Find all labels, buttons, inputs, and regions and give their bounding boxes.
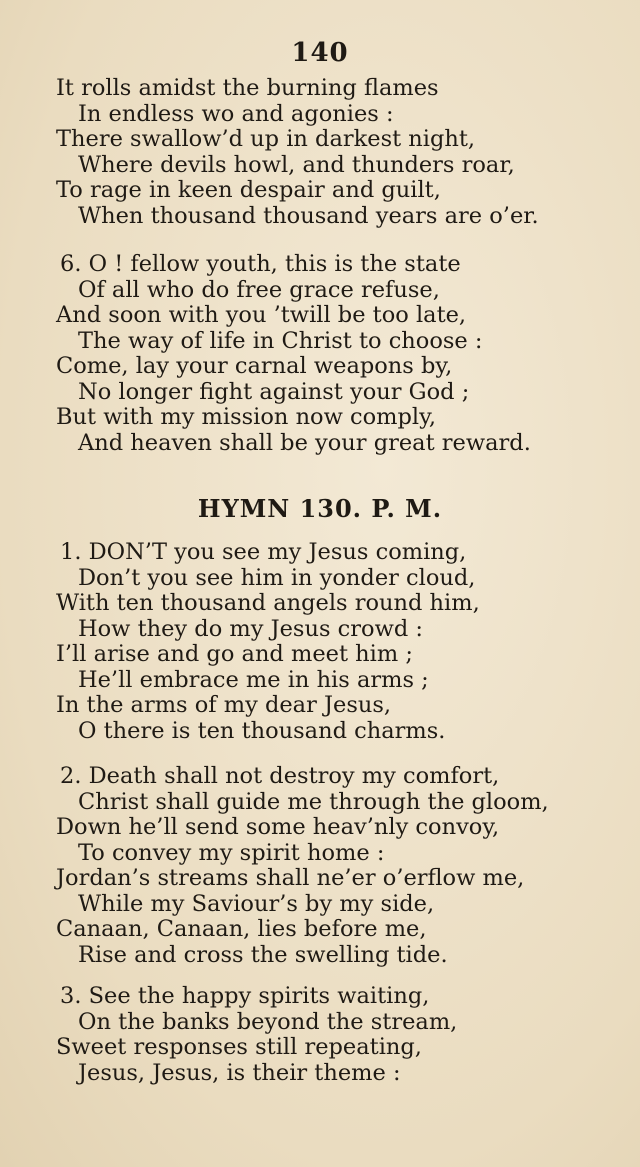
verse-line: While my Saviour’s by my side,	[78, 890, 435, 917]
verse-line: The way of life in Christ to choose :	[78, 327, 483, 354]
verse-line: How they do my Jesus crowd :	[78, 615, 423, 642]
verse-line: It rolls amidst the burning flames	[56, 75, 439, 101]
verse-line: 6. O ! fellow youth, this is the state	[60, 251, 461, 277]
verse-line: Down he’ll send some heav’nly convoy,	[56, 814, 500, 840]
verse-line: 3. See the happy spirits waiting,	[60, 983, 430, 1009]
verse-line: And soon with you ’twill be too late,	[56, 302, 467, 328]
verse-line: Rise and cross the swelling tide.	[78, 941, 448, 968]
verse-line: On the banks beyond the stream,	[78, 1008, 458, 1035]
page-number: 140	[291, 38, 349, 68]
verse-line: Jesus, Jesus, is their theme :	[78, 1059, 401, 1086]
verse-line: No longer fight against your God ;	[78, 378, 470, 405]
verse-line: He’ll embrace me in his arms ;	[78, 666, 429, 693]
hymn-130-stanza-3	[0, 984, 640, 1086]
verse-line: There swallow’d up in darkest night,	[56, 126, 476, 152]
verse-line: To convey my spirit home :	[78, 839, 385, 866]
verse-line: In the arms of my dear Jesus,	[56, 692, 392, 718]
verse-line: With ten thousand angels round him,	[56, 590, 480, 616]
verse-line: 2. Death shall not destroy my comfort,	[60, 763, 500, 789]
verse-line: Where devils howl, and thunders roar,	[78, 151, 515, 178]
verse-line: I’ll arise and go and meet him ;	[56, 641, 413, 667]
stanza-6	[0, 252, 640, 456]
hymn-130-stanza-2	[0, 764, 640, 968]
verse-line: Sweet responses still repeating,	[56, 1034, 422, 1060]
verse-line: And heaven shall be your great reward.	[78, 429, 531, 456]
verse-line: To rage in keen despair and guilt,	[56, 177, 441, 203]
stanza-continuation	[0, 76, 640, 229]
verse-line: 1. DON’T you see my Jesus coming,	[60, 539, 467, 565]
verse-line: Of all who do free grace refuse,	[78, 276, 440, 303]
verse-line: Come, lay your carnal weapons by,	[56, 353, 453, 379]
verse-line: In endless wo and agonies :	[78, 100, 394, 127]
verse-line: When thousand thousand years are o’er.	[78, 202, 539, 229]
verse-line: Christ shall guide me through the gloom,	[78, 788, 549, 815]
hymn-130-stanza-1	[0, 540, 640, 744]
verse-line: O there is ten thousand charms.	[78, 717, 446, 744]
verse-line: Jordan’s streams shall ne’er o’erflow me,	[56, 865, 525, 891]
hymn-title: HYMN 130. P. M.	[197, 494, 443, 523]
verse-line: But with my mission now comply,	[56, 404, 436, 430]
verse-line: Don’t you see him in yonder cloud,	[78, 564, 476, 591]
verse-line: Canaan, Canaan, lies before me,	[56, 916, 427, 942]
